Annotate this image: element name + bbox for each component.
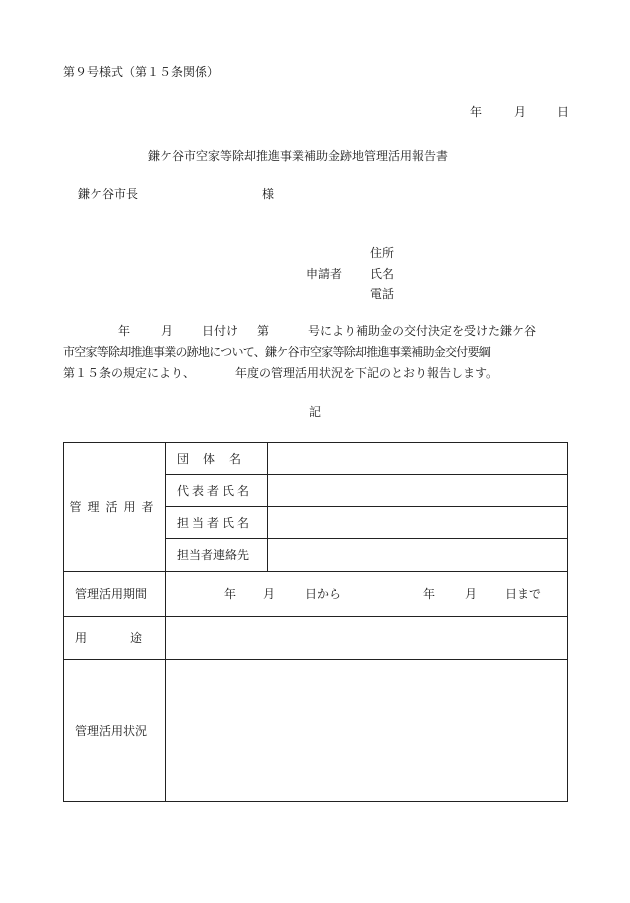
body-dated: 日付け [202, 324, 239, 338]
org-name-label-cell [166, 443, 268, 475]
contact-person-label: 担当者氏名 [177, 515, 253, 530]
representative-value[interactable] [268, 475, 568, 507]
status-label: 管理活用状況 [75, 723, 148, 738]
name-label: 氏名 [370, 267, 395, 281]
period-year-to: 年 [423, 587, 436, 601]
org-name-value[interactable] [268, 443, 568, 475]
status-label-cell [64, 660, 166, 802]
body-line2: 市空家等除却推進事業の跡地について、鎌ケ谷市空家等除却推進事業補助金交付要綱 [63, 345, 491, 359]
org-name-label: 団体名 [177, 451, 256, 466]
date-month: 月 [514, 105, 527, 119]
addressee-name: 鎌ケ谷市長 [78, 187, 139, 201]
address-label: 住所 [370, 246, 395, 260]
period-day-to: 日まで [505, 587, 542, 601]
manager-label: 管理活用者 [69, 500, 160, 514]
body-year: 年 [118, 324, 131, 338]
period-label-cell [64, 572, 166, 617]
representative-label: 代表者氏名 [177, 483, 253, 498]
form-number: 第９号様式（第１５条関係） [63, 65, 220, 79]
status-value[interactable] [166, 660, 568, 802]
date-day: 日 [557, 105, 570, 119]
report-table [63, 442, 568, 802]
period-month-from: 月 [263, 587, 276, 601]
period-value[interactable] [166, 572, 568, 617]
period-month-to: 月 [465, 587, 478, 601]
period-year-from: 年 [224, 587, 237, 601]
manager-label-cell [64, 443, 166, 572]
body-line3-b: 年度の管理活用状況を下記のとおり報告します。 [235, 366, 499, 380]
use-label: 用途 [75, 631, 186, 645]
contact-info-value[interactable] [268, 539, 568, 572]
body-line3-a: 第１５条の規定により、 [63, 366, 196, 380]
body-line1-rest: 号により補助金の交付決定を受けた鎌ケ谷 [308, 324, 537, 338]
period-label: 管理活用期間 [75, 587, 148, 601]
applicant-label: 申請者 [306, 267, 343, 281]
contact-info-label-cell [166, 539, 268, 572]
addressee-honorific: 様 [262, 187, 275, 201]
phone-label: 電話 [370, 287, 395, 301]
contact-person-value[interactable] [268, 507, 568, 539]
document-title: 鎌ケ谷市空家等除却推進事業補助金跡地管理活用報告書 [148, 149, 449, 163]
ki-heading: 記 [309, 405, 322, 419]
body-number-prefix: 第 [257, 324, 270, 338]
contact-person-label-cell [166, 507, 268, 539]
period-day-from: 日から [305, 587, 342, 601]
use-label-cell [64, 617, 186, 660]
body-month: 月 [161, 324, 174, 338]
date-year: 年 [470, 105, 483, 119]
representative-label-cell [166, 475, 268, 507]
use-value[interactable] [166, 617, 568, 660]
contact-info-label: 担当者連絡先 [177, 548, 250, 562]
